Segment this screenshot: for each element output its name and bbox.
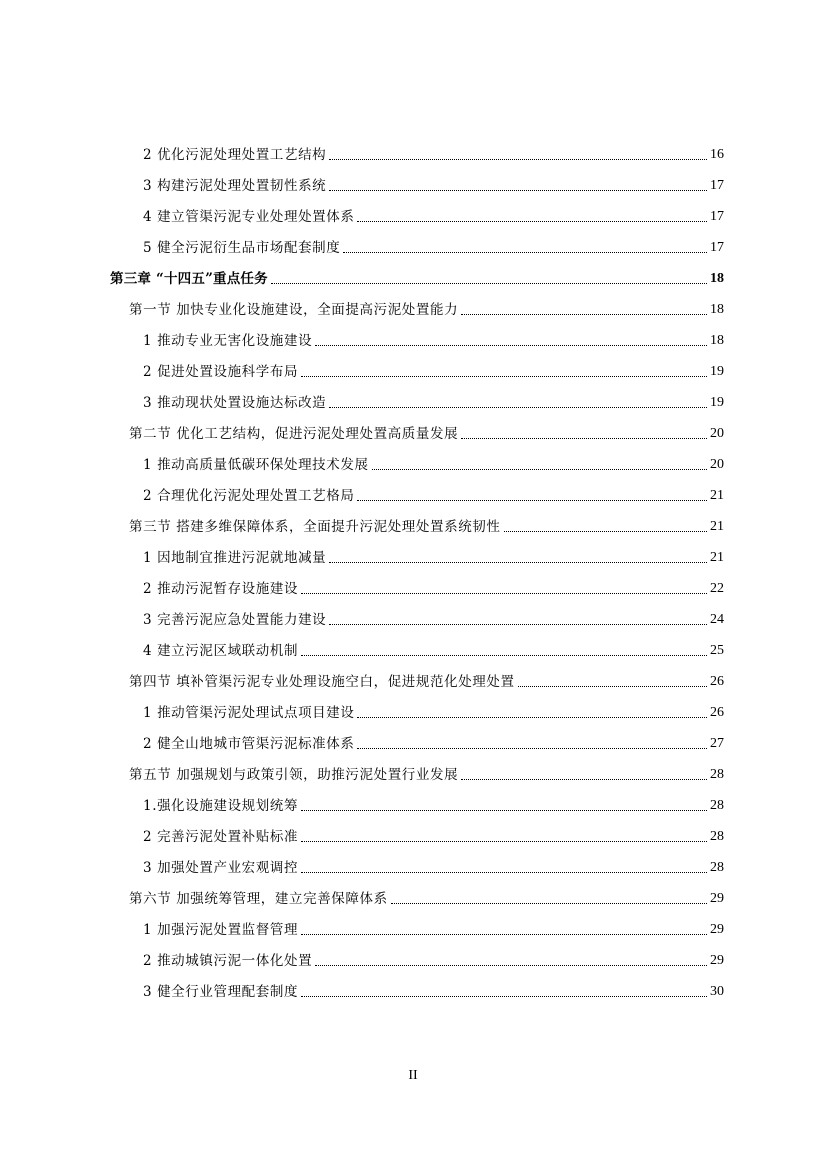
toc-entry-page-number: 17: [710, 209, 724, 224]
toc-dot-leader: [329, 624, 707, 625]
toc-subsection-entry[interactable]: [143, 948, 724, 970]
toc-entry-page-number: 29: [710, 953, 724, 968]
toc-section-entry[interactable]: [129, 514, 724, 536]
toc-dot-leader: [301, 810, 707, 811]
toc-entry-title: 2 推动污泥暂存设施建设: [143, 581, 299, 597]
toc-entry-title: 3 构建污泥处理处置韧性系统: [143, 178, 327, 194]
toc-entry-title: 第六节 加强统筹管理，建立完善保障体系: [129, 891, 388, 907]
toc-entry-page-number: 21: [710, 488, 724, 503]
toc-entry-title: 第四节 填补管渠污泥专业处理设施空白，促进规范化处理处置: [129, 674, 515, 690]
toc-dot-leader: [504, 531, 708, 532]
toc-entry-title: 3 完善污泥应急处置能力建设: [143, 612, 327, 628]
toc-dot-leader: [372, 469, 707, 470]
toc-subsection-entry[interactable]: [143, 483, 724, 505]
toc-dot-leader: [518, 686, 707, 687]
toc-dot-leader: [315, 965, 707, 966]
toc-entry-title: 第三章 “十四五”重点任务: [110, 271, 268, 287]
toc-dot-leader: [357, 717, 707, 718]
toc-subsection-entry[interactable]: [143, 607, 724, 629]
toc-subsection-entry[interactable]: [143, 793, 724, 815]
toc-entry-page-number: 18: [710, 333, 724, 348]
toc-entry-page-number: 21: [710, 519, 724, 534]
toc-dot-leader: [271, 283, 707, 284]
toc-subsection-entry[interactable]: [143, 979, 724, 1001]
toc-section-entry[interactable]: [129, 297, 724, 319]
toc-entry-title: 2 健全山地城市管渠污泥标准体系: [143, 736, 355, 752]
toc-entry-title: 1 因地制宜推进污泥就地减量: [143, 550, 327, 566]
toc-dot-leader: [301, 655, 707, 656]
toc-entry-page-number: 19: [710, 395, 724, 410]
toc-entry-title: 1.强化设施建设规划统筹: [143, 798, 299, 814]
toc-dot-leader: [357, 748, 707, 749]
toc-subsection-entry[interactable]: [143, 328, 724, 350]
toc-entry-page-number: 28: [710, 767, 724, 782]
toc-subsection-entry[interactable]: [143, 824, 724, 846]
toc-entry-page-number: 19: [710, 364, 724, 379]
toc-entry-title: 1 加强污泥处置监督管理: [143, 922, 299, 938]
toc-entry-page-number: 21: [710, 550, 724, 565]
toc-section-entry[interactable]: [129, 886, 724, 908]
toc-entry-title: 第三节 搭建多维保障体系，全面提升污泥处理处置系统韧性: [129, 519, 501, 535]
toc-entry-title: 1 推动高质量低碳环保处理技术发展: [143, 457, 369, 473]
toc-dot-leader: [391, 903, 707, 904]
toc-entry-title: 2 合理优化污泥处理处置工艺格局: [143, 488, 355, 504]
toc-subsection-entry[interactable]: [143, 638, 724, 660]
toc-entry-title: 3 健全行业管理配套制度: [143, 984, 299, 1000]
toc-entry-page-number: 24: [710, 612, 724, 627]
toc-dot-leader: [301, 841, 707, 842]
toc-entry-page-number: 25: [710, 643, 724, 658]
toc-subsection-entry[interactable]: [143, 452, 724, 474]
toc-entry-page-number: 30: [710, 984, 724, 999]
toc-dot-leader: [461, 779, 707, 780]
toc-entry-page-number: 17: [710, 240, 724, 255]
toc-entry-title: 第二节 优化工艺结构，促进污泥处理处置高质量发展: [129, 426, 459, 442]
toc-dot-leader: [329, 562, 707, 563]
toc-dot-leader: [329, 159, 707, 160]
toc-entry-title: 4 建立污泥区域联动机制: [143, 643, 299, 659]
toc-dot-leader: [461, 314, 707, 315]
toc-dot-leader: [343, 252, 707, 253]
toc-entry-title: 1 推动专业无害化设施建设: [143, 333, 313, 349]
toc-subsection-entry[interactable]: [143, 545, 724, 567]
toc-dot-leader: [301, 996, 707, 997]
toc-entry-title: 3 推动现状处置设施达标改造: [143, 395, 327, 411]
toc-subsection-entry[interactable]: [143, 359, 724, 381]
toc-entry-title: 1 推动管渠污泥处理试点项目建设: [143, 705, 355, 721]
toc-entry-page-number: 28: [710, 798, 724, 813]
toc-entry-title: 2 促进处置设施科学布局: [143, 364, 299, 380]
toc-subsection-entry[interactable]: [143, 142, 724, 164]
toc-entry-page-number: 29: [710, 922, 724, 937]
toc-section-entry[interactable]: [129, 762, 724, 784]
toc-entry-page-number: 17: [710, 178, 724, 193]
toc-entry-page-number: 28: [710, 829, 724, 844]
toc-entry-title: 5 健全污泥衍生品市场配套制度: [143, 240, 341, 256]
toc-entry-page-number: 16: [710, 147, 724, 162]
toc-entry-title: 2 推动城镇污泥一体化处置: [143, 953, 313, 969]
toc-dot-leader: [301, 593, 707, 594]
toc-entry-page-number: 20: [710, 426, 724, 441]
toc-dot-leader: [357, 500, 707, 501]
toc-entry-page-number: 18: [710, 302, 724, 317]
toc-entry-title: 第一节 加快专业化设施建设，全面提高污泥处置能力: [129, 302, 459, 318]
toc-subsection-entry[interactable]: [143, 173, 724, 195]
toc-dot-leader: [461, 438, 707, 439]
page-number: II: [408, 1068, 418, 1083]
toc-dot-leader: [315, 345, 707, 346]
toc-subsection-entry[interactable]: [143, 235, 724, 257]
toc-entry-page-number: 20: [710, 457, 724, 472]
toc-dot-leader: [329, 407, 707, 408]
toc-entry-title: 3 加强处置产业宏观调控: [143, 860, 299, 876]
toc-dot-leader: [329, 190, 707, 191]
toc-subsection-entry[interactable]: [143, 204, 724, 226]
toc-entry-title: 第五节 加强规划与政策引领，助推污泥处置行业发展: [129, 767, 459, 783]
toc-entry-page-number: 26: [710, 674, 724, 689]
toc-entry-page-number: 27: [710, 736, 724, 751]
toc-entry-page-number: 26: [710, 705, 724, 720]
toc-dot-leader: [357, 221, 707, 222]
toc-dot-leader: [301, 934, 707, 935]
toc-entry-title: 2 优化污泥处理处置工艺结构: [143, 147, 327, 163]
toc-entry-title: 2 完善污泥处置补贴标准: [143, 829, 299, 845]
toc-subsection-entry[interactable]: [143, 700, 724, 722]
toc-dot-leader: [301, 872, 707, 873]
toc-entry-page-number: 28: [710, 860, 724, 875]
toc-entry-title: 4 建立管渠污泥专业处理处置体系: [143, 209, 355, 225]
toc-section-entry[interactable]: [129, 669, 724, 691]
toc-subsection-entry[interactable]: [143, 576, 724, 598]
toc-subsection-entry[interactable]: [143, 390, 724, 412]
toc-subsection-entry[interactable]: [143, 917, 724, 939]
toc-entry-page-number: 18: [710, 271, 724, 286]
toc-subsection-entry[interactable]: [143, 731, 724, 753]
toc-subsection-entry[interactable]: [143, 855, 724, 877]
toc-dot-leader: [301, 376, 707, 377]
toc-entry-page-number: 22: [710, 581, 724, 596]
toc-entry-page-number: 29: [710, 891, 724, 906]
toc-chapter-entry[interactable]: [110, 266, 724, 288]
toc-section-entry[interactable]: [129, 421, 724, 443]
